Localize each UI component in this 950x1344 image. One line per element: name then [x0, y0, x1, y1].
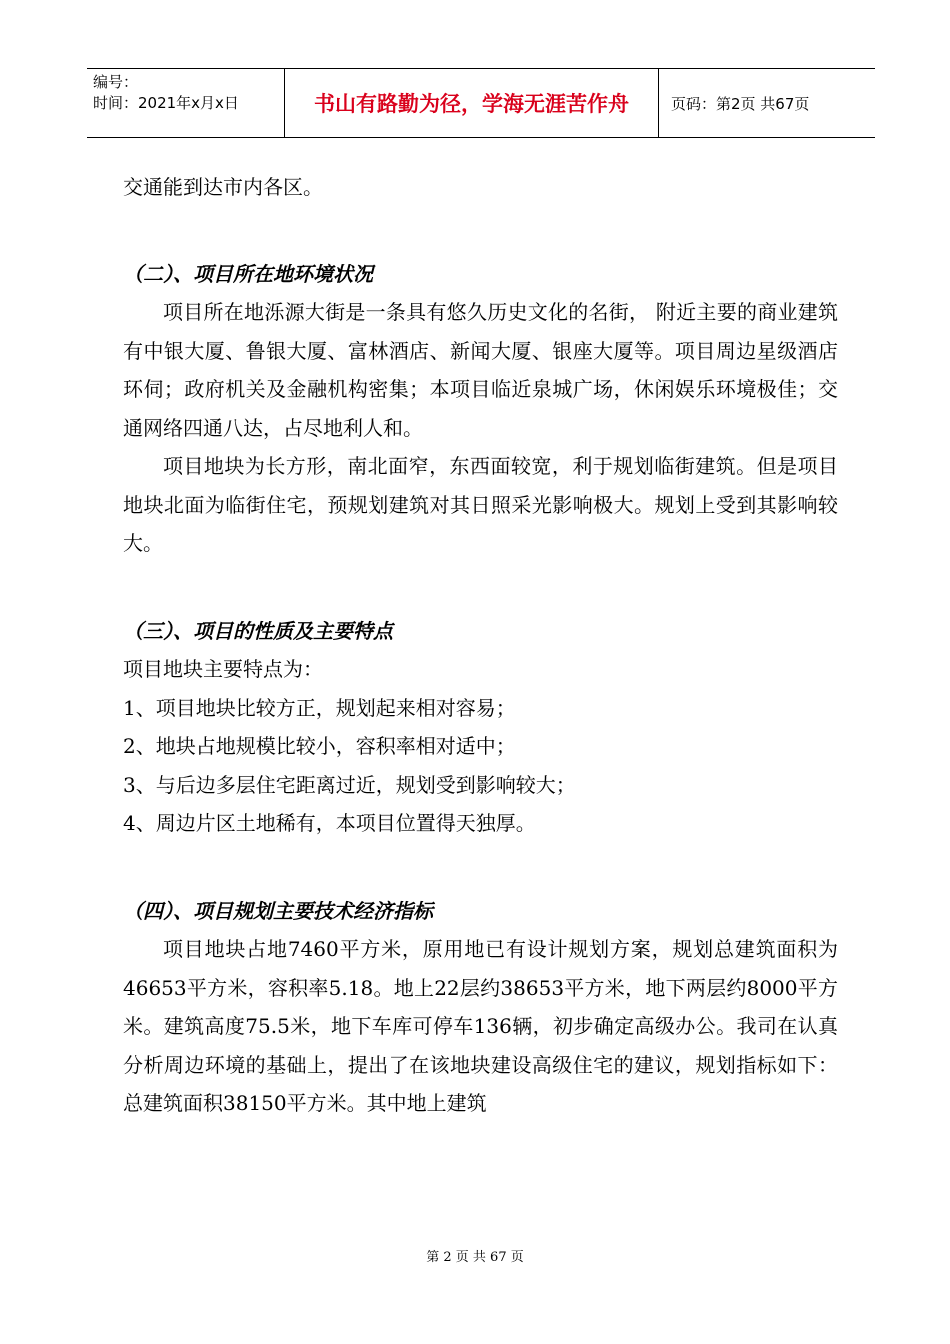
section2-paragraph-1: 项目所在地泺源大街是一条具有悠久历史文化的名街， 附近主要的商业建筑有中银大厦、鲁银大厦、富林酒店、新闻大厦、银座大厦等。项目周边星级酒店环伺；政府机关及金融机构密集；本项目临近泉城广场，休闲娱乐环境极佳；交通网络四通八达，占尽地利人和。 — [123, 300, 838, 440]
section3-item-2: 2、地块占地规模比较小，容积率相对适中； — [123, 734, 516, 758]
section3-item-3: 3、与后边多层住宅距离过近，规划受到影响较大； — [123, 772, 576, 797]
section4-paragraph-1: 项目地块占地7460平方米，原用地已有设计规划方案，规划总建筑面积为46653平方米，容积率5.18。地上22层约38653平方米，地下两层约8000平方米。建筑高度75.5米，地下车库可停车136辆，初步确定高级办公。我司在认真分析周边环境的基础上，提出了在该地块建设高级住宅的建议，规划指标如下：总建筑面积38150平方米。其中地上建筑 — [123, 937, 838, 1115]
section2-heading: （二）、项目所在地环境状况 — [123, 261, 373, 286]
header-motto: 书山有路勤为径，学海无涯苦作舟 — [285, 69, 659, 137]
header-meta — [87, 69, 285, 137]
section2-paragraph-2: 项目地块为长方形，南北面窄，东西面较宽，利于规划临街建筑。但是项目地块北面为临街住宅，预规划建筑对其日照采光影响极大。规划上受到其影响较大。 — [123, 454, 838, 555]
page-header — [87, 68, 875, 138]
page-footer: 第 2 页 共 67 页 — [426, 1250, 524, 1265]
section3-item-4: 4、周边片区土地稀有，本项目位置得天独厚。 — [123, 811, 536, 835]
section3-item-1: 1、项目地块比较方正，规划起来相对容易； — [123, 695, 516, 720]
section3-heading: （三）、项目的性质及主要特点 — [123, 618, 393, 643]
header-page-info: 页码：第2页 共67页 — [671, 94, 810, 113]
document-body — [123, 168, 838, 1123]
document-time-label: 时间：2021年x月x日 — [93, 94, 239, 112]
section3-intro: 项目地块主要特点为： — [123, 657, 323, 681]
document-number-label: 编号： — [93, 73, 139, 91]
section4-heading: （四）、项目规划主要技术经济指标 — [123, 898, 433, 923]
intro-tail-paragraph: 交通能到达市内各区。 — [123, 175, 323, 199]
